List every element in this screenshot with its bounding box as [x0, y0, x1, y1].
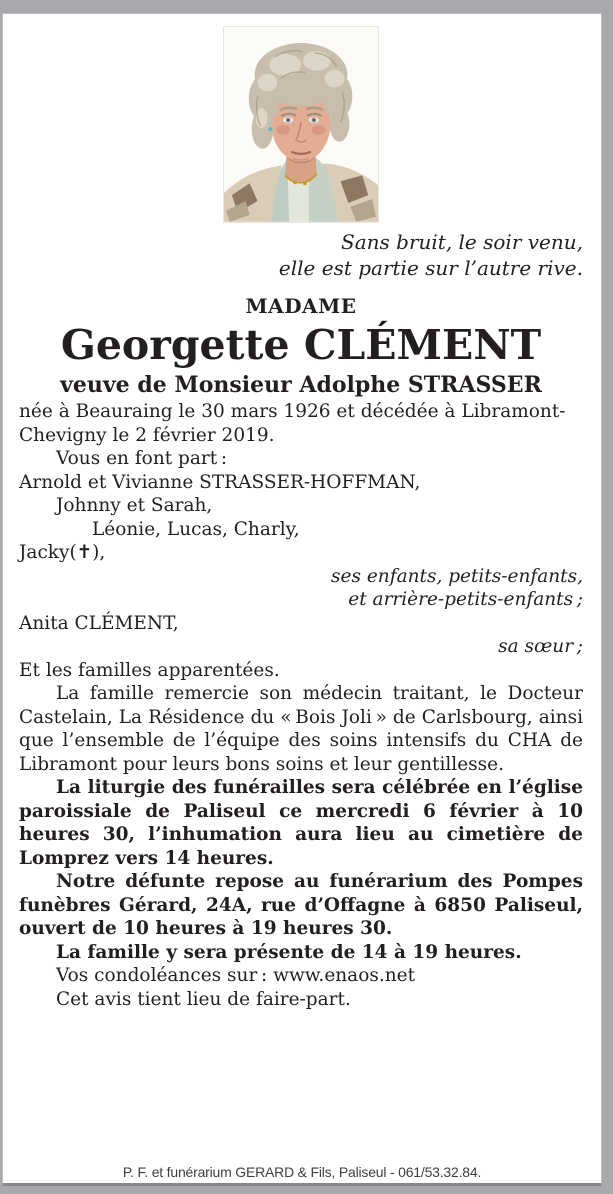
honorific-title: MADAME	[245, 294, 357, 318]
deceased-name: Georgette CLÉMENT	[60, 321, 542, 369]
widow-of-line: veuve de Monsieur Adolphe STRASSER	[60, 372, 542, 398]
sister-name-line: Anita CLÉMENT,	[19, 612, 179, 634]
condolences-line: Vos condoléances sur : www.enaos.net	[56, 965, 416, 986]
faire-part-line: Cet avis tient lieu de faire-part.	[56, 988, 351, 1010]
relation-line-2: et arrière-petits-enfants ;	[348, 589, 583, 610]
portrait-photo	[224, 27, 378, 222]
sister-relation-line: sa sœur ;	[498, 636, 583, 657]
relation-line-1: ses enfants, petits-enfants,	[331, 565, 583, 587]
announcement-intro: Vous en font part :	[56, 448, 228, 469]
family-presence-line: La famille y sera présente de 14 à 19 heures.	[56, 941, 522, 963]
funeral-home-footer: P. F. et funérarium GERARD & Fils, Paliseul - 061/53.32.84.	[122, 1164, 482, 1180]
epitaph	[19, 229, 583, 281]
portrait-photo-frame	[223, 26, 379, 223]
repose-paragraph: Notre défunte repose au funérarium des Pompes funèbres Gérard, 24A, rue d’Offagne à 6850 Paliseul, ouvert de 10 heures à 19 heures 30.	[19, 871, 583, 939]
birth-death-line: née à Beauraing le 30 mars 1926 et décédée à Libramont-Chevigny le 2 février 2019.	[19, 401, 566, 446]
epitaph-line-2: elle est partie sur l’autre rive.	[278, 256, 583, 280]
family-line-4: Jacky(✝),	[19, 542, 106, 563]
family-line-3: Léonie, Lucas, Charly,	[92, 518, 300, 540]
related-families-line: Et les familles apparentées.	[19, 659, 280, 681]
thanks-paragraph: La famille remercie son médecin traitant, le Docteur Castelain, La Résidence du « Bois Joli » de Carlsbourg, ainsi que l’ensemble de l’équipe des soins intensifs du CHA de Libramont pour leurs bons soins et leur gentillesse.	[19, 683, 583, 775]
death-notice-card	[2, 13, 602, 1186]
liturgy-paragraph: La liturgie des funérailles sera célébrée en l’église paroissiale de Paliseul ce mercredi 6 février à 10 heures 30, l’inhumation aura lieu au cimetière de Lomprez vers 14 heures.	[19, 777, 583, 869]
epitaph-line-1: Sans bruit, le soir venu,	[341, 230, 583, 254]
family-line-1: Arnold et Vivianne STRASSER-HOFFMAN,	[19, 471, 421, 493]
family-line-2: Johnny et Sarah,	[56, 495, 213, 516]
